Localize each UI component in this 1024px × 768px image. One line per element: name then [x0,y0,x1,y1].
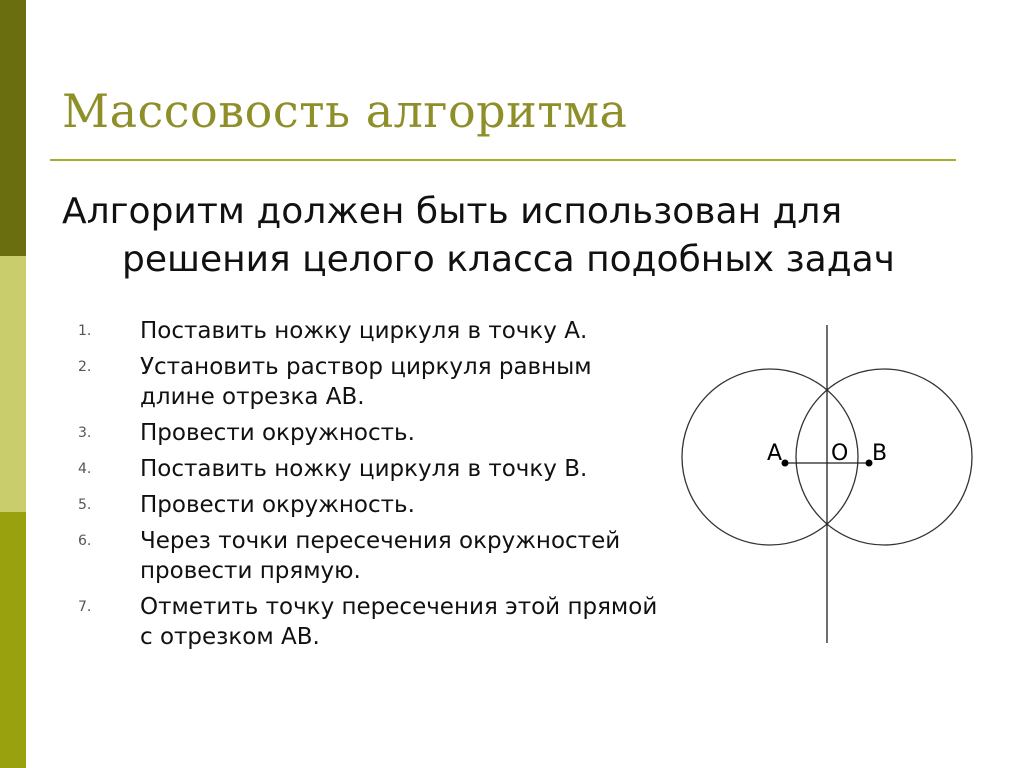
step-number: 4. [78,461,92,477]
point-a [782,460,789,467]
step-text: Провести окружность. [140,420,415,446]
compass-construction-diagram [670,320,980,650]
subtitle-line-2: решения целого класса подобных задач [122,239,895,280]
step-text: Поставить ножку циркуля в точку В. [140,456,588,482]
decor-bar-top [0,0,26,256]
list-item [78,526,658,586]
step-text: Через точки пересечения окружностей провести прямую. [140,528,621,584]
label-b: В [872,441,888,466]
list-item [78,352,658,412]
step-text: Отметить точку пересечения этой прямой с отрезком АВ. [140,594,658,650]
step-text: Поставить ножку циркуля в точку А. [140,318,588,344]
subtitle-line-1: Алгоритм должен быть использован для [62,191,843,232]
step-number: 5. [78,497,92,513]
step-text: Установить раствор циркуля равным длине отрезка АВ. [140,354,592,410]
list-item [78,454,658,484]
step-text: Провести окружность. [140,492,415,518]
step-number: 7. [78,599,92,615]
list-item [78,316,658,346]
label-a: А [767,441,783,466]
decor-bar-bottom [0,512,26,768]
label-o: О [831,441,849,466]
slide-subtitle [62,188,992,284]
list-item [78,490,658,520]
step-number: 6. [78,533,92,549]
step-number: 2. [78,359,92,375]
title-divider [50,159,956,161]
slide-title: Массовость алгоритма [62,84,628,138]
step-number: 3. [78,425,92,441]
list-item [78,592,658,652]
steps-list [78,316,658,658]
decor-bar-middle [0,256,26,512]
step-number: 1. [78,323,92,339]
list-item [78,418,658,448]
